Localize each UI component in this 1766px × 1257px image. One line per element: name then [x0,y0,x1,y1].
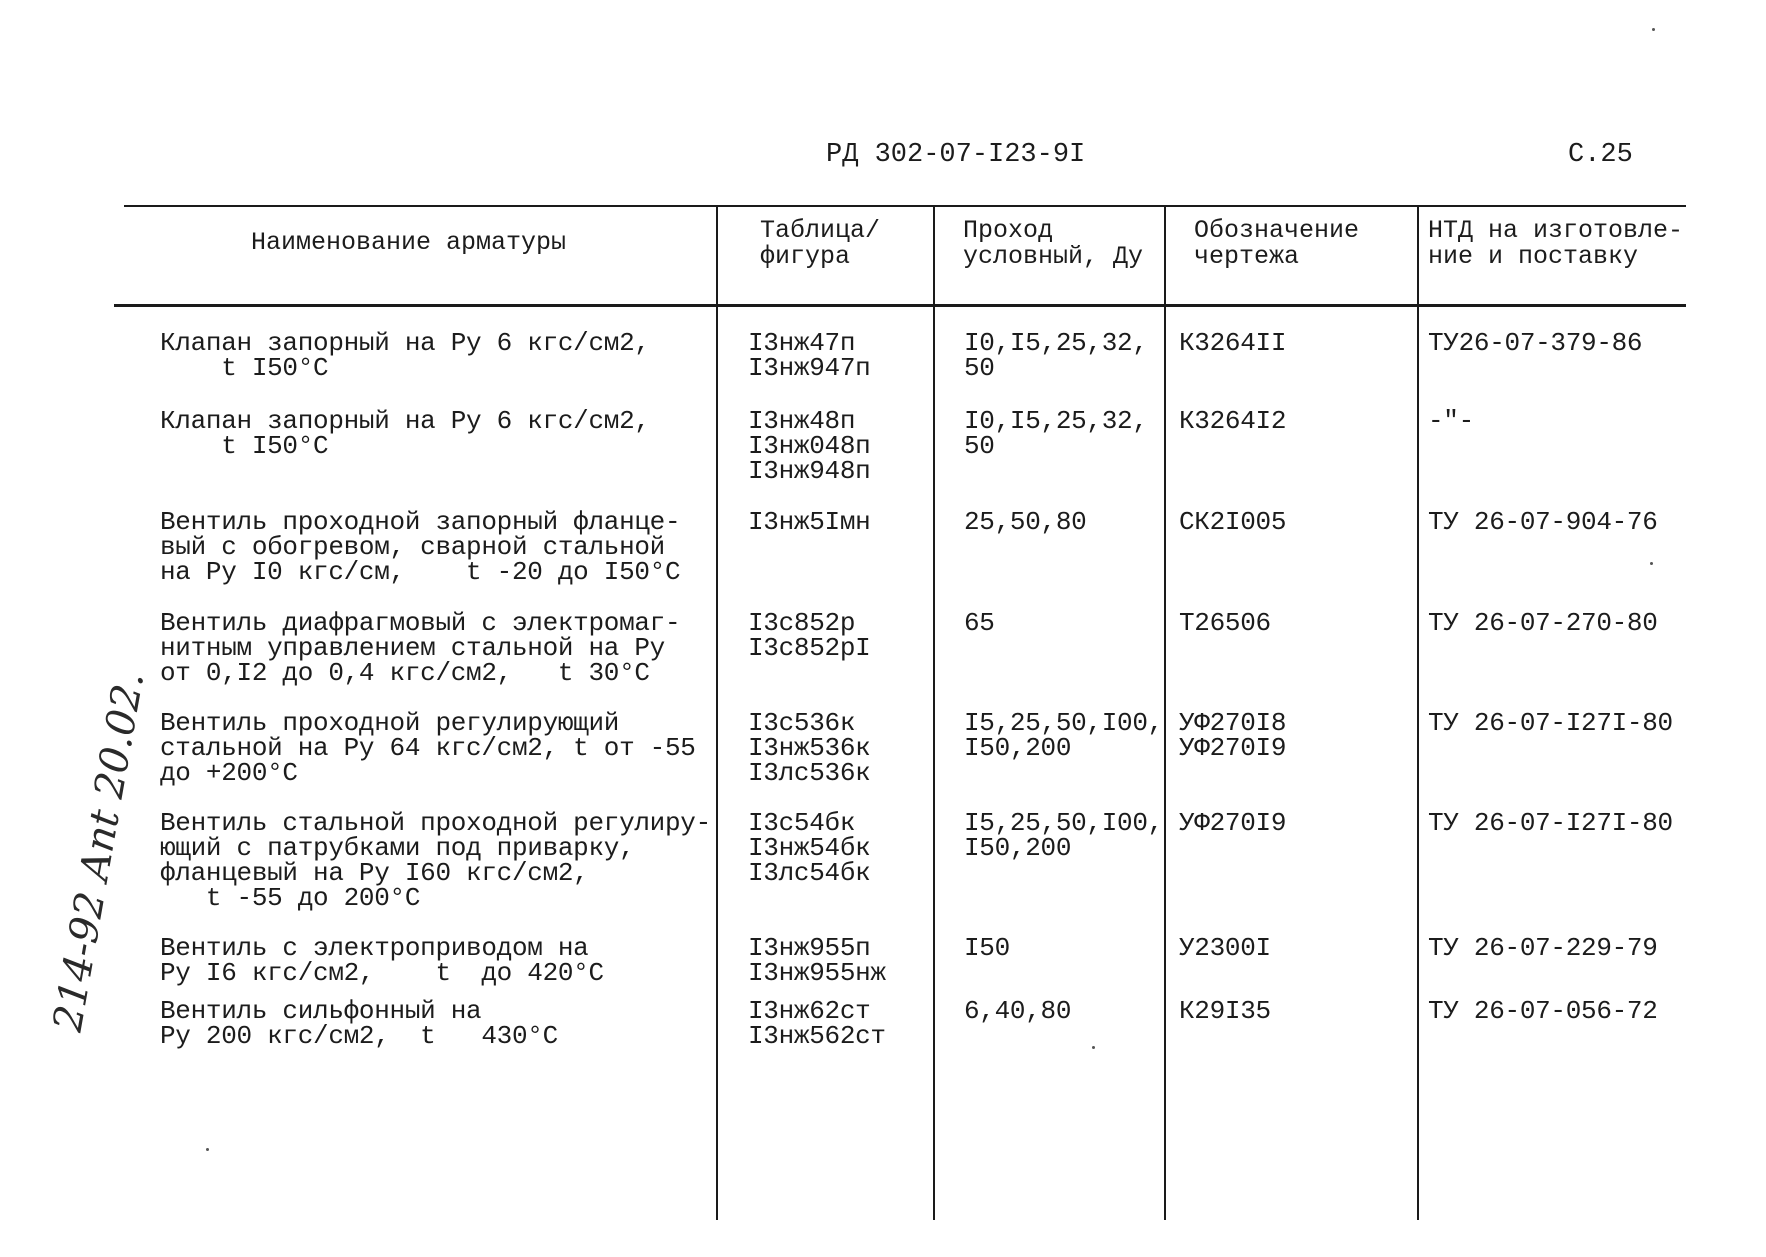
cell-pass: 65 [964,608,995,638]
cell-drawing: Т26506 [1179,608,1271,638]
cell-ntd: ТУ 26-07-I27I-80 [1428,708,1673,738]
cell-ntd: ТУ 26-07-056-72 [1428,996,1658,1026]
cell-figure: I3с852р I3с852рI [748,608,871,663]
cell-ntd: ТУ 26-07-904-76 [1428,507,1658,537]
cell-figure: I3нж62ст I3нж562ст [748,996,886,1051]
column-divider [933,205,935,1220]
header-drawing: Обозначение чертежа [1194,216,1360,271]
cell-name: Клапан запорный на Ру 6 кгс/см2, t I50°C [160,328,650,383]
cell-drawing: УФ270I8 УФ270I9 [1179,708,1287,763]
scan-speck [1650,562,1653,565]
cell-drawing: К3264II [1179,328,1287,358]
cell-pass: I5,25,50,I00, I50,200 [964,708,1163,763]
cell-drawing: У2300I [1179,933,1271,963]
header-figure: Таблица/ фигура [760,216,881,271]
cell-name: Вентиль сильфонный на Ру 200 кгс/см2, t 430°C [160,996,558,1051]
page-number: С.25 [1568,140,1633,170]
cell-ntd: ТУ 26-07-229-79 [1428,933,1658,963]
cell-figure: I3нж47п I3нж947п [748,328,871,383]
cell-figure: I3нж5Iмн [748,507,871,537]
cell-drawing: СК2I005 [1179,507,1287,537]
handwritten-margin-note: 214-92 Ant 20.02. [44,668,154,1036]
cell-figure: I3нж48п I3нж048п I3нж948п [748,406,871,486]
header-pass: Проход условный, Ду [963,216,1144,271]
cell-drawing: УФ270I9 [1179,808,1287,838]
table-top-rule [124,205,1686,207]
cell-ntd: ТУ26-07-379-86 [1428,328,1643,358]
cell-name: Вентиль проходной регулирующий стальной на Ру 64 кгс/см2, t от -55 до +200°C [160,708,696,788]
cell-ntd: -"- [1428,406,1474,436]
cell-figure: I3нж955п I3нж955нж [748,933,886,988]
cell-name: Вентиль диафрагмовый с электромаг- нитным управлением стальной на Ру от 0,I2 до 0,4 кгс/см2, t 30°C [160,608,681,688]
scan-speck [1092,1046,1095,1049]
cell-ntd: ТУ 26-07-270-80 [1428,608,1658,638]
cell-figure: I3с54бк I3нж54бк I3лс54бк [748,808,871,888]
cell-name: Клапан запорный на Ру 6 кгс/см2, t I50°C [160,406,650,461]
cell-drawing: К3264I2 [1179,406,1287,436]
column-divider [1417,205,1419,1220]
header-ntd: НТД на изготовле- ние и поставку [1428,216,1684,271]
header-name: Наименование арматуры [251,228,567,257]
cell-pass: I0,I5,25,32, 50 [964,406,1148,461]
scan-speck [206,1148,209,1151]
cell-drawing: К29I35 [1179,996,1271,1026]
table-header-rule [114,304,1686,307]
document-code: РД 302-07-I23-9I [826,140,1086,170]
cell-pass: 25,50,80 [964,507,1087,537]
cell-pass: I50 [964,933,1010,963]
scan-speck [1652,28,1655,31]
cell-figure: I3с536к I3нж536к I3лс536к [748,708,871,788]
cell-pass: 6,40,80 [964,996,1072,1026]
cell-pass: I0,I5,25,32, 50 [964,328,1148,383]
column-divider [1164,205,1166,1220]
cell-name: Вентиль стальной проходной регулиру- ющий с патрубками под приварку, фланцевый на Ру I60 кгс/см2, t -55 до 200°C [160,808,711,913]
cell-pass: I5,25,50,I00, I50,200 [964,808,1163,863]
cell-name: Вентиль проходной запорный фланце- вый с обогревом, сварной стальной на Ру I0 кгс/см, t -20 до I50°C [160,507,681,587]
column-divider [716,205,718,1220]
cell-name: Вентиль с электроприводом на Ру I6 кгс/см2, t до 420°C [160,933,604,988]
cell-ntd: ТУ 26-07-I27I-80 [1428,808,1673,838]
